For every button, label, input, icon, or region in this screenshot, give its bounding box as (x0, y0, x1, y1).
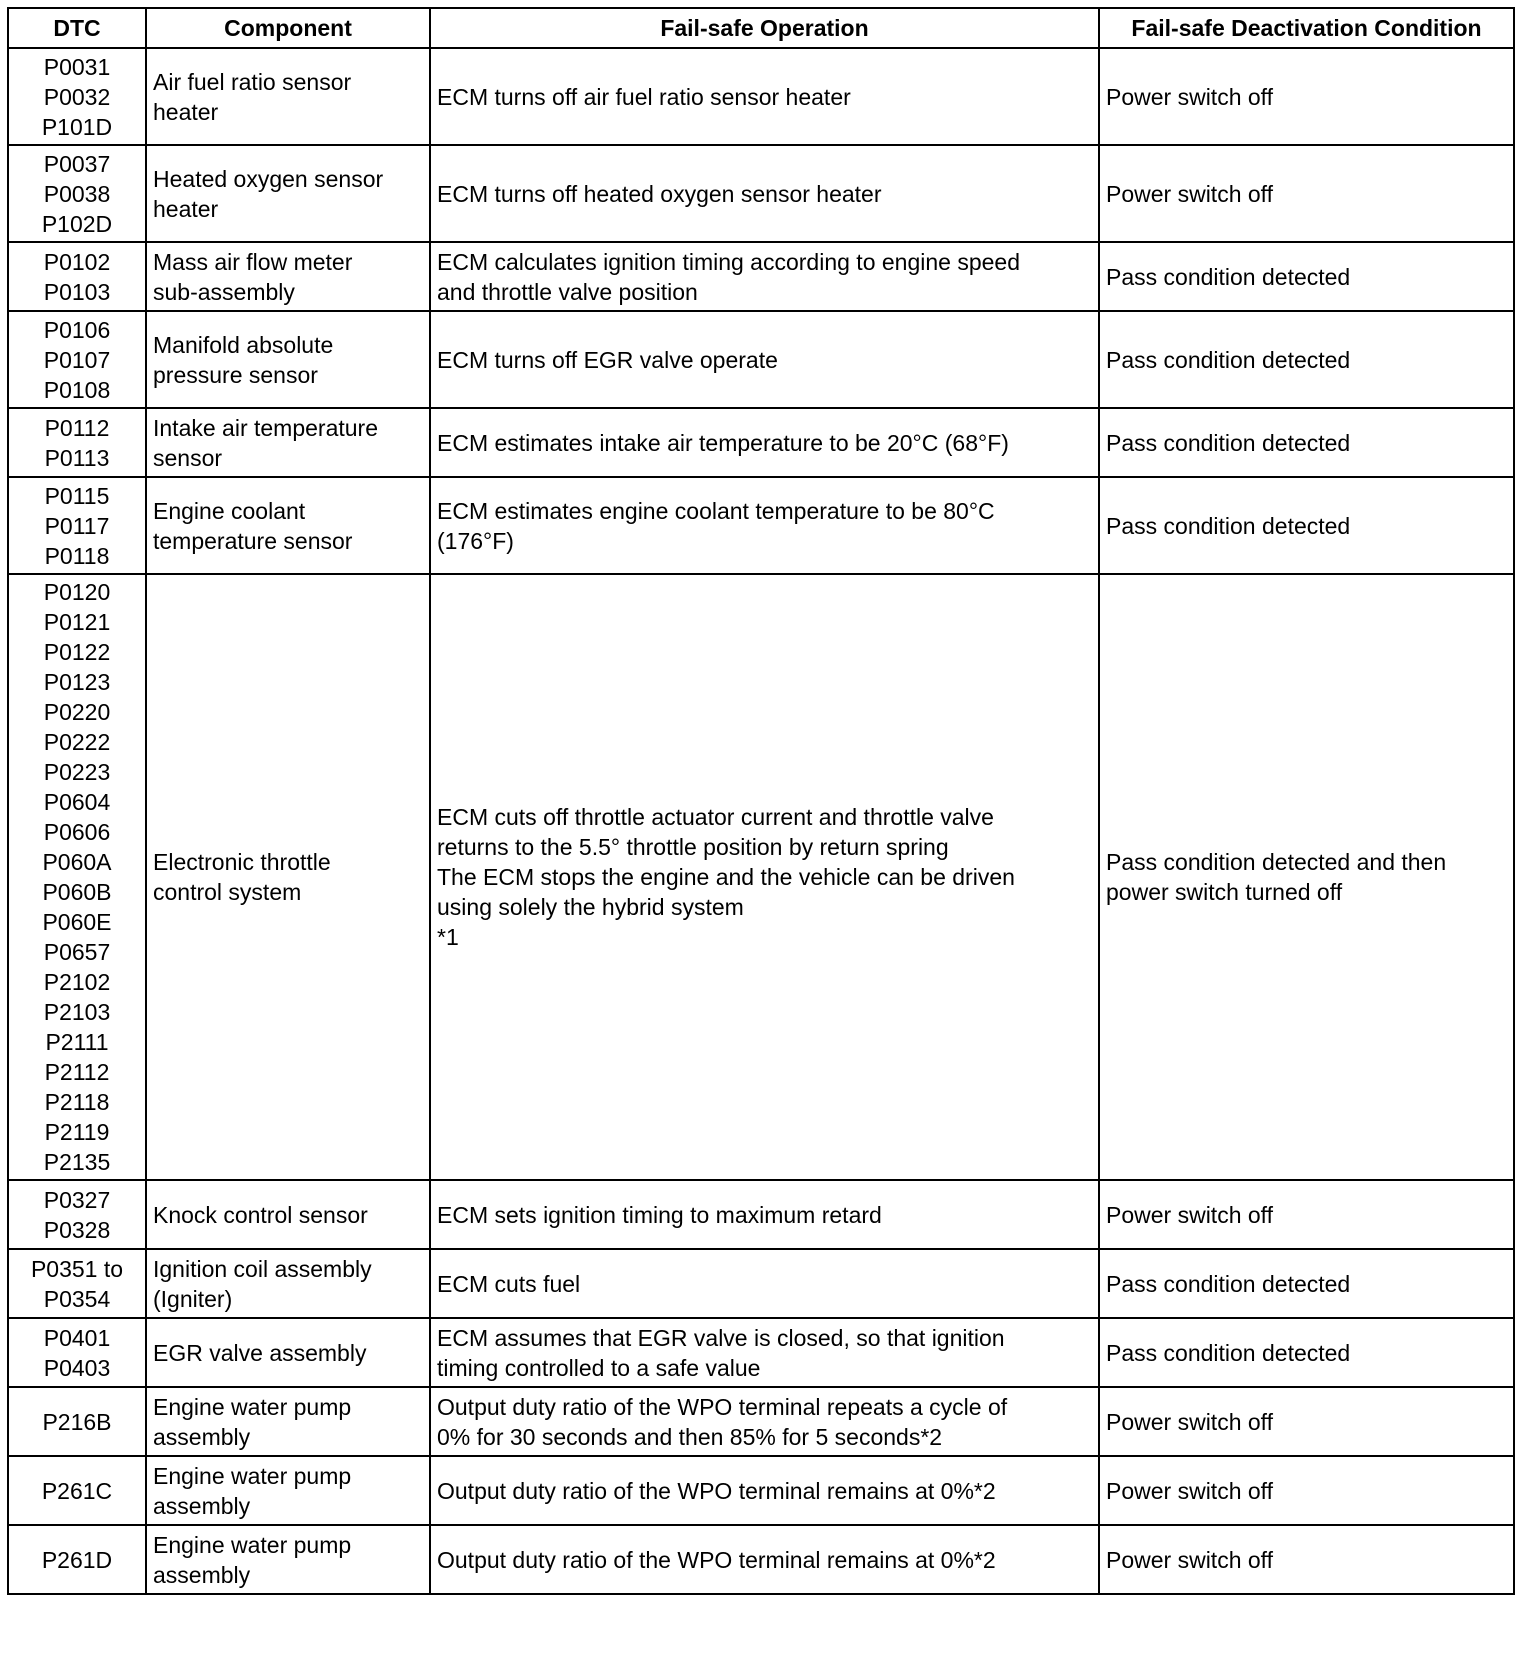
component-cell: Manifold absolute pressure sensor (146, 311, 430, 408)
operation-cell: ECM estimates intake air temperature to be 20°C (68°F) (430, 408, 1099, 477)
operation-cell: ECM sets ignition timing to maximum retard (430, 1180, 1099, 1249)
operation-cell: ECM turns off air fuel ratio sensor heater (430, 48, 1099, 145)
deactivation-cell: Power switch off (1099, 145, 1514, 242)
dtc-cell: P0351 to P0354 (8, 1249, 146, 1318)
dtc-cell: P0115 P0117 P0118 (8, 477, 146, 574)
header-dtc: DTC (8, 8, 146, 48)
header-component: Component (146, 8, 430, 48)
table-row (8, 477, 1514, 574)
deactivation-cell: Power switch off (1099, 1180, 1514, 1249)
component-cell: Ignition coil assembly (Igniter) (146, 1249, 430, 1318)
operation-cell: Output duty ratio of the WPO terminal repeats a cycle of 0% for 30 seconds and then 85% for 5 seconds*2 (430, 1387, 1099, 1456)
component-cell: Electronic throttle control system (146, 574, 430, 1180)
component-cell: Engine coolant temperature sensor (146, 477, 430, 574)
dtc-cell: P261D (8, 1525, 146, 1594)
deactivation-cell: Pass condition detected (1099, 408, 1514, 477)
operation-cell: ECM calculates ignition timing according to engine speed and throttle valve position (430, 242, 1099, 311)
dtc-cell: P0037 P0038 P102D (8, 145, 146, 242)
component-cell: Engine water pump assembly (146, 1525, 430, 1594)
table-row (8, 1456, 1514, 1525)
component-cell: Mass air flow meter sub-assembly (146, 242, 430, 311)
operation-cell: ECM estimates engine coolant temperature to be 80°C (176°F) (430, 477, 1099, 574)
fail-safe-table (7, 7, 1515, 1595)
operation-cell: Output duty ratio of the WPO terminal remains at 0%*2 (430, 1456, 1099, 1525)
header-deactivation-condition: Fail-safe Deactivation Condition (1099, 8, 1514, 48)
component-cell: Engine water pump assembly (146, 1387, 430, 1456)
table-row (8, 145, 1514, 242)
dtc-cell: P0031 P0032 P101D (8, 48, 146, 145)
deactivation-cell: Pass condition detected (1099, 242, 1514, 311)
table-row (8, 48, 1514, 145)
operation-cell: ECM cuts fuel (430, 1249, 1099, 1318)
component-cell: EGR valve assembly (146, 1318, 430, 1387)
dtc-cell: P0102 P0103 (8, 242, 146, 311)
component-cell: Air fuel ratio sensor heater (146, 48, 430, 145)
operation-cell: ECM turns off heated oxygen sensor heater (430, 145, 1099, 242)
component-cell: Heated oxygen sensor heater (146, 145, 430, 242)
deactivation-cell: Pass condition detected (1099, 1318, 1514, 1387)
operation-cell: ECM turns off EGR valve operate (430, 311, 1099, 408)
table-row (8, 1525, 1514, 1594)
header-row (8, 8, 1514, 48)
table-row (8, 242, 1514, 311)
deactivation-cell: Pass condition detected (1099, 311, 1514, 408)
operation-cell: Output duty ratio of the WPO terminal remains at 0%*2 (430, 1525, 1099, 1594)
header-fail-safe-operation: Fail-safe Operation (430, 8, 1099, 48)
deactivation-cell: Power switch off (1099, 1387, 1514, 1456)
table-row (8, 574, 1514, 1180)
operation-cell: ECM cuts off throttle actuator current and throttle valve returns to the 5.5° throttle position by return spring The ECM stops the engine and the vehicle can be driven using solely the hybrid system *1 (430, 574, 1099, 1180)
table-row (8, 1249, 1514, 1318)
operation-cell: ECM assumes that EGR valve is closed, so that ignition timing controlled to a safe value (430, 1318, 1099, 1387)
dtc-cell: P0401 P0403 (8, 1318, 146, 1387)
table-row (8, 1180, 1514, 1249)
component-cell: Intake air temperature sensor (146, 408, 430, 477)
deactivation-cell: Power switch off (1099, 1456, 1514, 1525)
deactivation-cell: Pass condition detected (1099, 1249, 1514, 1318)
dtc-cell: P216B (8, 1387, 146, 1456)
dtc-cell: P0106 P0107 P0108 (8, 311, 146, 408)
deactivation-cell: Power switch off (1099, 48, 1514, 145)
component-cell: Knock control sensor (146, 1180, 430, 1249)
table-row (8, 311, 1514, 408)
dtc-cell: P261C (8, 1456, 146, 1525)
table-row (8, 408, 1514, 477)
fail-safe-table-container (7, 7, 1513, 1595)
deactivation-cell: Pass condition detected and then power switch turned off (1099, 574, 1514, 1180)
dtc-cell: P0112 P0113 (8, 408, 146, 477)
dtc-cell: P0120 P0121 P0122 P0123 P0220 P0222 P0223 P0604 P0606 P060A P060B P060E P0657 P2102 P2103 P2111 P2112 P2118 P2119 P2135 (8, 574, 146, 1180)
dtc-cell: P0327 P0328 (8, 1180, 146, 1249)
table-row (8, 1318, 1514, 1387)
deactivation-cell: Pass condition detected (1099, 477, 1514, 574)
component-cell: Engine water pump assembly (146, 1456, 430, 1525)
table-row (8, 1387, 1514, 1456)
deactivation-cell: Power switch off (1099, 1525, 1514, 1594)
